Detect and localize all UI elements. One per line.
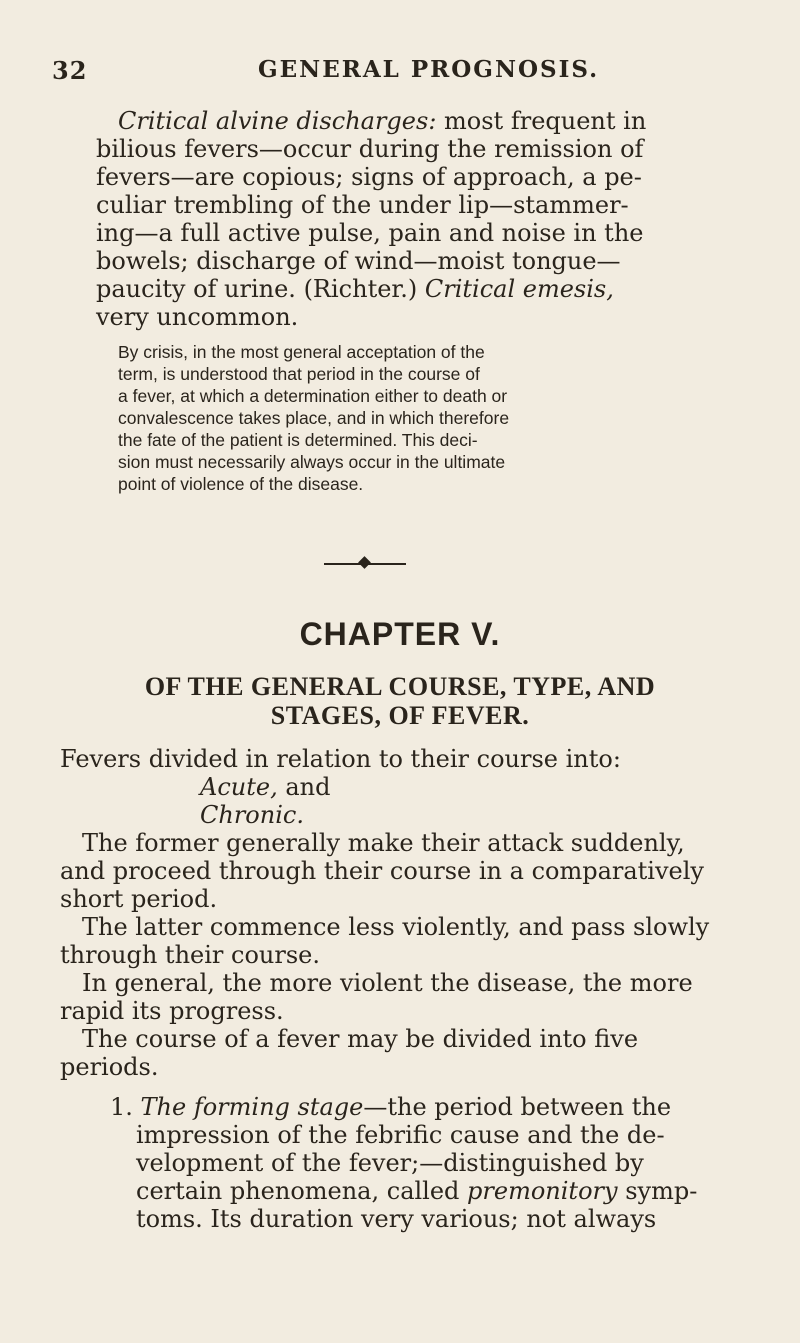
chapter-title-line-1: OF THE GENERAL COURSE, TYPE, AND <box>144 672 656 701</box>
text-line: velopment of the fever;—distinguished by <box>136 1149 644 1177</box>
text-line: In general, the more violent the disease, the more <box>82 969 693 997</box>
running-title: GENERAL PROGNOSIS. <box>258 56 600 83</box>
note-line: term, is understood that period in the course of <box>118 364 480 384</box>
text-line: toms. Its duration very various; not always <box>136 1205 657 1233</box>
critical-emesis-heading: Critical emesis, <box>424 275 614 303</box>
note-line: sion must necessarily always occur in the ultimate <box>118 452 506 472</box>
text-line: symp- <box>617 1177 698 1205</box>
text-line: most frequent in <box>436 107 647 135</box>
text-line: culiar trembling of the under lip—stammer- <box>96 191 629 219</box>
text-line: bilious fevers—occur during the remission of <box>96 135 644 163</box>
text-line: —the period between the <box>363 1093 672 1121</box>
text-line: bowels; discharge of wind—moist tongue— <box>96 247 621 275</box>
page-number: 32 <box>52 56 88 85</box>
note-line: a fever, at which a determination either to death or <box>118 386 508 406</box>
chapter-title-line-2: STAGES, OF FEVER. <box>270 701 530 730</box>
text-line: ing—a full active pulse, pain and noise in the <box>96 219 644 247</box>
text-line: rapid its progress. <box>60 997 284 1025</box>
text-line: and <box>277 773 331 801</box>
text-line: periods. <box>60 1053 159 1081</box>
rule-diamond-ornament <box>358 556 371 569</box>
page-header <box>0 56 800 86</box>
text-line: Fevers divided in relation to their course into: <box>60 745 621 773</box>
chapter-heading: CHAPTER V. <box>299 616 501 652</box>
text-line: The latter commence less violently, and pass slowly <box>82 913 710 941</box>
term-forming-stage: The forming stage <box>140 1093 364 1121</box>
term-chronic: Chronic. <box>200 801 304 829</box>
text-line: paucity of urine. (Richter.) <box>96 275 425 303</box>
note-line: point of violence of the disease. <box>118 474 364 494</box>
term-acute: Acute, <box>200 773 278 801</box>
text-line: certain phenomena, called <box>136 1177 468 1205</box>
text-line: very uncommon. <box>96 303 299 331</box>
text-line: and proceed through their course in a comparatively <box>60 857 704 885</box>
text-line: The course of a fever may be divided into five <box>82 1025 639 1053</box>
note-line: the fate of the patient is determined. This deci- <box>118 430 478 450</box>
note-line: convalescence takes place, and in which therefore <box>118 408 510 428</box>
list-number: 1. <box>110 1093 133 1121</box>
text-line: impression of the febrific cause and the de- <box>136 1121 665 1149</box>
text-line: fevers—are copious; signs of approach, a pe- <box>96 163 642 191</box>
term-premonitory: premonitory <box>467 1177 618 1205</box>
text-line: short period. <box>60 885 218 913</box>
note-line: By crisis, in the most general acceptation of the <box>118 342 485 362</box>
text-line: The former generally make their attack suddenly, <box>82 829 685 857</box>
text-line: through their course. <box>60 941 320 969</box>
critical-alvine-heading: Critical alvine discharges: <box>118 107 437 135</box>
